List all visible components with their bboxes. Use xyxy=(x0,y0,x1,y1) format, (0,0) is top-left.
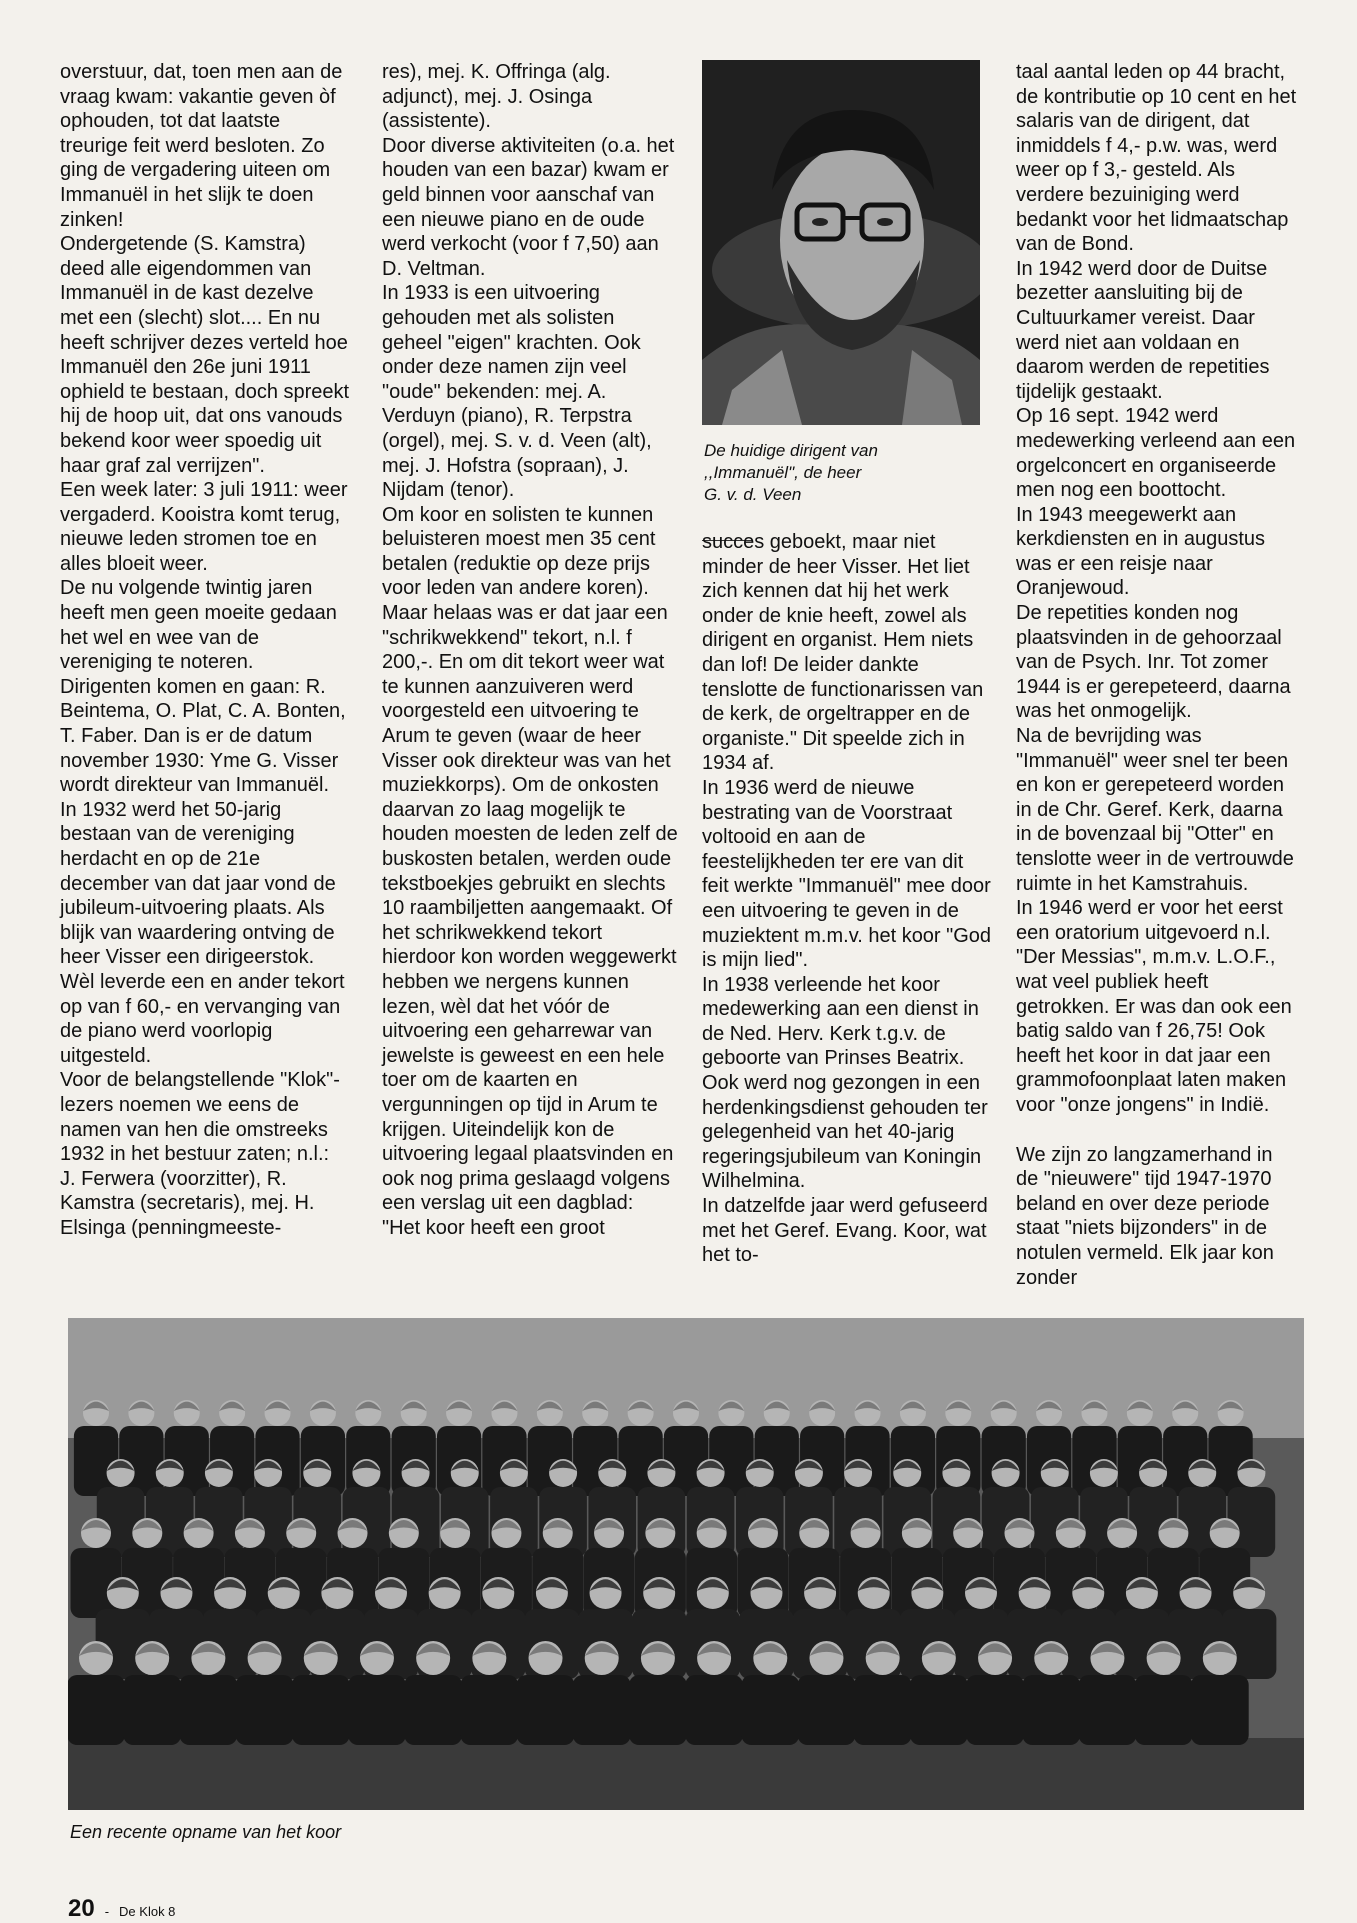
choir-member-body xyxy=(910,1675,968,1745)
choir-illustration xyxy=(68,1318,1304,1810)
choir-member-body xyxy=(1022,1675,1080,1745)
choir-member-body xyxy=(68,1675,125,1745)
paragraph: Ook werd nog gezongen in een herdenkingsdienst gehouden ter gelegenheid van het 40-jarig regeringsjubileum van Koningin Wilhelmina. xyxy=(702,1072,988,1193)
choir-member-body xyxy=(664,1426,708,1496)
paragraph: succes geboekt, maar niet minder de heer Visser. Het liet zich kennen dat hij het werk onder de knie heeft, zowel als dirigent en organist. Hem niets dan lof! De leider dankte tenslotte de functionarissen van de kerk, de orgeltrapper en de organiste." Dit speelde zich in 1934 af. xyxy=(702,531,984,775)
choir-member-body xyxy=(74,1426,118,1496)
paragraph: In 1932 werd het 50-jarig bestaan van de vereniging herdacht en op de 21e december van dat jaar vond de jubileum-uitvoering plaats. Als blijk van waardering ontving de heer Visser een dirigeerstok. Wèl leverde een en ander tekort op van f 60,- en vervanging van de piano werd voorlopig uitgesteld. xyxy=(60,798,345,1067)
paragraph: De nu volgende twintig jaren heeft men geen moeite gedaan het wel en wee van de vereniging te noteren. Dirigenten komen en gaan: R. Beintema, O. Plat, C. A. Bonten, T. Faber. Dan is er de datum november 1930: Yme G. Visser wordt direkteur van Immanuël. xyxy=(60,577,346,797)
conductor-portrait-photo xyxy=(702,60,980,425)
paragraph: "Het koor heeft een groot xyxy=(382,1216,605,1239)
paragraph: Voor de belangstellende "Klok"-lezers noemen we eens de namen van hen die omstreeks 1932 in het bestuur zaten; n.l.: J. Ferwera (voorzitter), R. Kamstra (secretaris), mej. H. Elsinga (penningmeeste- xyxy=(60,1069,340,1239)
paragraph: overstuur, dat, toen men aan de vraag kwam: vakantie geven òf ophouden, tot dat laatste treurige feit werd besloten. Zo ging de vergadering uiteen om Immanuël in het slijk te doen zinken! xyxy=(60,61,343,231)
paragraph: De repetities konden nog plaatsvinden in de gehoorzaal van de Psych. Inr. Tot zomer 1944 is er gerepeteerd, daarna was het onmogelijk. xyxy=(1016,602,1291,723)
paragraph: In 1946 werd er voor het eerst een oratorium uitgevoerd n.l. "Der Messias", m.m.v. L.O.F., wat veel publiek heeft getrokken. Er was dan ook een batig saldo van f 26,75! Ook heeft het koor in dat jaar een grammofoonplaat laten maken voor "onze jongens" in Indië. xyxy=(1016,897,1292,1116)
caption-line: De huidige dirigent van xyxy=(704,441,878,460)
choir-member-body xyxy=(629,1675,687,1745)
paragraph: In datzelfde jaar werd gefuseerd met het Geref. Evang. Koor, wat het to- xyxy=(702,1195,988,1267)
paragraph: Na de bevrijding was "Immanuël" weer snel ter been en kon er gerepeteerd worden in de Chr. Geref. Kerk, daarna in de bovenzaal bij "Otter" en tenslotte weer in de vertrouwde ruimte in het Kamstrahuis. xyxy=(1016,725,1294,895)
page-footer xyxy=(68,1895,175,1923)
choir-member-body xyxy=(741,1675,799,1745)
paragraph: In 1933 is een uitvoering gehouden met als solisten geheel "eigen" krachten. Ook onder deze namen zijn veel "oude" bekenden: mej. A. Verduyn (piano), R. Terpstra (orgel), mej. S. v. d. Veen (alt), mej. J. Hofstra (sopraan), J. Nijdam (tenor). xyxy=(382,282,652,502)
choir-member-body xyxy=(517,1675,575,1745)
choir-member-body xyxy=(292,1675,350,1745)
portrait-illustration xyxy=(702,60,980,425)
choir-member-body xyxy=(573,1675,631,1745)
choir-member-body xyxy=(966,1675,1024,1745)
caption-line: G. v. d. Veen xyxy=(704,485,802,504)
text-column-2 xyxy=(382,60,678,1241)
footer-separator: - xyxy=(104,1904,110,1919)
choir-member-body xyxy=(1079,1675,1137,1745)
choir-member-body xyxy=(236,1675,294,1745)
text-column-4 xyxy=(1016,60,1298,1290)
paragraph: Om koor en solisten te kunnen beluisteren moest men 35 cent betalen (reduktie op deze prijs voor leden van andere koren). Maar helaas was er dat jaar een "schrikwekkend" tekort, n.l. f 200,-. En om dit tekort weer wat te kunnen aanzuiveren werd voorgesteld een uitvoering te Arum te geven (waar de heer Visser ook direkteur was van het muziekkorps). Om de onkosten daarvan zo laag mogelijk te houden moesten de leden zelf de buskosten betalen, werden oude tekstboekjes gebruikt en slechts 10 raambiljetten aangemaakt. Of het schrikwekkend tekort hierdoor kon worden weggewerkt hebben we nergens kunnen lezen, wèl dat het vóór de uitvoering een geharrewar van jewelste is geweest en een hele toer om de kaarten en vergunningen op tijd in Arum te krijgen. Uiteindelijk kon de uitvoering legaal plaatsvinden en ook nog prima geslaagd volgens een verslag uit een dagblad: xyxy=(382,503,678,1215)
choir-member-body xyxy=(1135,1675,1193,1745)
text-column-3 xyxy=(702,530,992,1268)
paragraph: In 1938 verleende het koor medewerking aan een dienst in de Ned. Herv. Kerk t.g.v. de geboorte van Prinses Beatrix. xyxy=(702,973,979,1070)
paragraph: In 1936 werd de nieuwe bestrating van de Voorstraat voltooid en aan de feestelijkheden ter ere van dit feit werkte "Immanuël" mee door een uitvoering te geven in de muziektent m.m.v. het koor "God is mijn lied". xyxy=(702,776,992,972)
text-column-1 xyxy=(60,60,350,1241)
choir-member-body xyxy=(348,1675,406,1745)
choir-member-body xyxy=(123,1675,181,1745)
paragraph: In 1942 werd door de Duitse bezetter aansluiting bij de Cultuurkamer vereist. Daar werd niet aan voldaan en daarom werden de repetities tijdelijk gestaakt. xyxy=(1016,257,1270,403)
choir-member-body xyxy=(460,1675,518,1745)
magazine-name: De Klok 8 xyxy=(119,1904,176,1919)
choir-member-body xyxy=(404,1675,462,1745)
paragraph: Ondergetende (S. Kamstra) deed alle eigendommen van Immanuël in de kast dezelve met een (slecht) slot.... En nu heeft schrijver dezes verteld hoe Immanuël den 26e juni 1911 ophield te bestaan, doch spreekt hij de hoop uit, dat ons vanouds bekend koor weer spoedig uit haar graf zal verrijzen". xyxy=(60,233,350,477)
choir-member-body xyxy=(798,1675,856,1745)
photo-caption: Een recente opname van het koor xyxy=(70,1822,342,1842)
caption-line: ,,Immanuël", de heer xyxy=(704,463,862,482)
page-number: 20 xyxy=(68,1895,95,1922)
paragraph: Een week later: 3 juli 1911: weer vergaderd. Kooistra komt terug, nieuwe leden stromen toe en alles bloeit weer. xyxy=(60,479,348,575)
paragraph: taal aantal leden op 44 bracht, de kontributie op 10 cent en het salaris van de dirigent, dat inmiddels f 4,- p.w. was, werd weer op f 3,- gesteld. Als verdere bezuiniging werd bedankt voor het lidmaatschap van de Bond. xyxy=(1016,61,1297,256)
choir-member-body xyxy=(854,1675,912,1745)
paragraph: res), mej. K. Offringa (alg. adjunct), mej. J. Osinga (assistente). xyxy=(382,61,611,133)
paragraph: Door diverse aktiviteiten (o.a. het houden van een bazar) kwam er geld binnen voor aanschaf van een nieuwe piano en de oude werd verkocht (voor f 7,50) aan D. Veltman. xyxy=(382,134,675,280)
paragraph: We zijn zo langzamerhand in de "nieuwere" tijd 1947-1970 beland en over deze periode staat "niets bijzonders" in de notulen vermeld. Elk jaar kon zonder xyxy=(1016,1143,1274,1289)
choir-group-photo xyxy=(68,1318,1304,1810)
paragraph: Op 16 sept. 1942 werd medewerking verleend aan een orgelconcert en organiseerde men nog een boottocht. xyxy=(1016,405,1296,502)
choir-member-body xyxy=(1191,1675,1249,1745)
portrait-caption xyxy=(704,440,994,506)
choir-member-body xyxy=(179,1675,237,1745)
choir-member-body xyxy=(685,1675,743,1745)
paragraph: In 1943 meegewerkt aan kerkdiensten en in augustus was er een reisje naar Oranjewoud. xyxy=(1016,503,1266,600)
